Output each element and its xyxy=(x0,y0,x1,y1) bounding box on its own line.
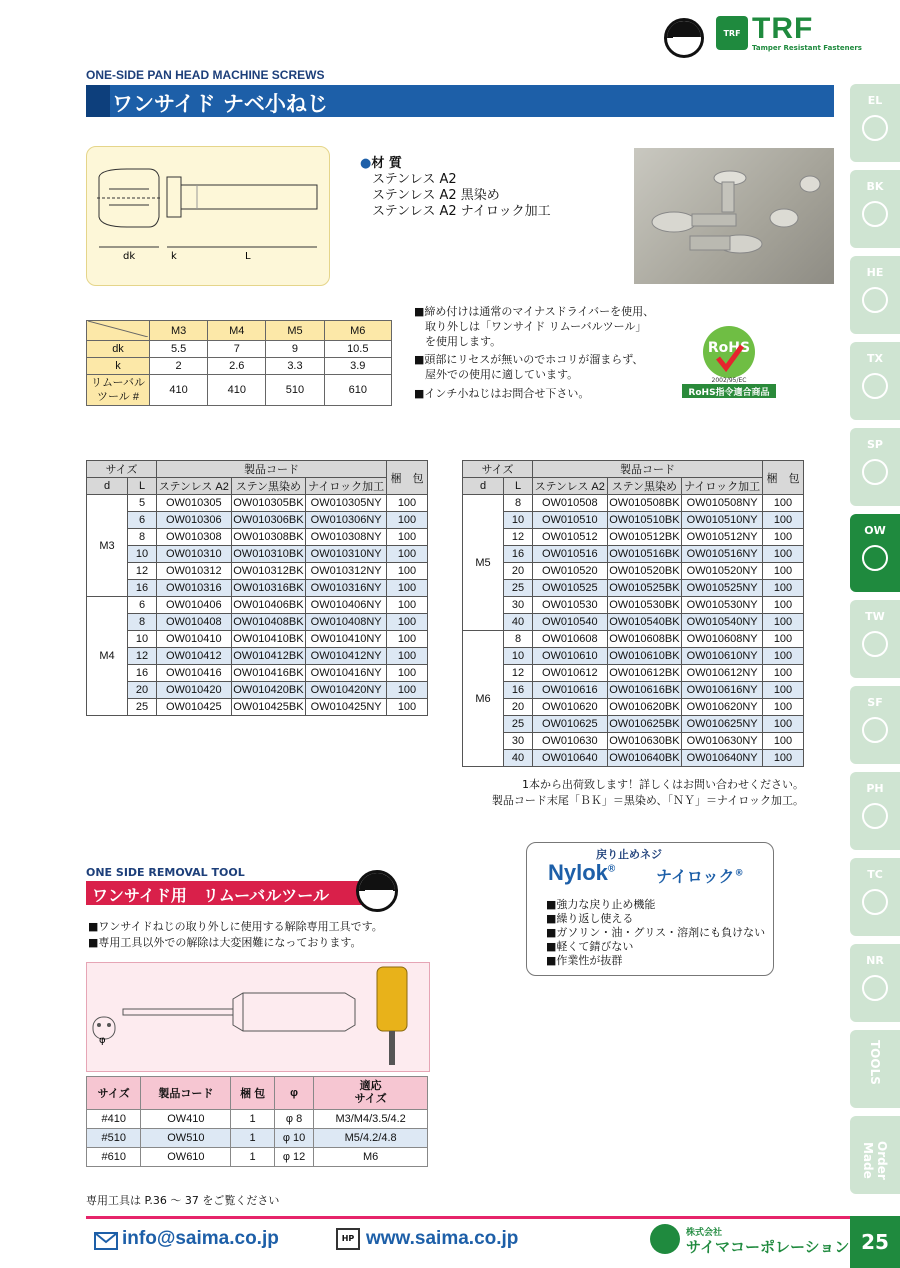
svg-text:RoHS指令適合商品: RoHS指令適合商品 xyxy=(688,388,770,398)
mail-icon xyxy=(94,1232,118,1254)
email-link[interactable]: info@saima.co.jp xyxy=(122,1228,279,1249)
header-size: サイズ xyxy=(463,461,533,478)
side-tab-he[interactable]: HE xyxy=(850,256,900,334)
product-table-m5-m6: サイズ 製品コード 梱 包 d L ステンレス A2 ステン黒染め ナイロック加工 M5 8 OW010508 OW010508BK OW010508NY 100 10 OW010510 OW010510BK OW010510NY 100 12 OW010512 OW010512BK OW010512NY 100 16 OW010516 OW010516BK OW010516NY 100 20 OW010520 OW010520BK OW010520NY 100 25 OW010525 OW010525BK OW010525NY 100 30 OW010530 OW010530BK OW010530NY 100 40 OW010540 OW010540BK OW010540NY 100 M6 8 OW010608 OW010608BK OW010608NY 100 10 OW010610 OW010610BK OW010610NY 100 12 OW010612 OW010612BK OW010612NY 100 16 OW010616 OW010616BK OW010616NY 100 20 OW010620 OW010620BK OW010620NY 100 25 OW010625 OW010625BK OW010625NY 100 30 OW010630 OW010630BK OW010630NY 100 40 OW010640 OW010640BK OW010640NY 100 xyxy=(462,460,804,767)
drawing-label-k: k xyxy=(171,251,177,262)
nylok-feature: ■ガソリン・油・グリス・溶剤にも負けない xyxy=(546,926,766,939)
svg-text:RoHS: RoHS xyxy=(707,340,751,356)
company-name: サイマコーポレーション xyxy=(686,1238,850,1256)
tool-page-reference: 専用工具は P.36 ～ 37 をご覧ください xyxy=(86,1194,280,1207)
side-tab-el[interactable]: EL xyxy=(850,84,900,162)
one-side-logo-icon xyxy=(664,18,704,58)
removal-tool-drawing xyxy=(86,962,430,1072)
dimension-table: M3 M4 M5 M6 dk 5.5 7 9 10.5 k 2 2.6 3.3 3.9 リムーバル ツール # 410 410 510 610 xyxy=(86,320,392,406)
removal-tool-title-en: ONE SIDE REMOVAL TOOL xyxy=(86,866,245,879)
page-number: 25 xyxy=(850,1216,900,1268)
header-pack: 梱 包 xyxy=(763,461,804,495)
note-tightening: ■締め付けは通常のマイナスドライバーを使用、 取り外しは「ワンサイド リムーバルツール」 を使用します。 xyxy=(414,305,655,348)
table-row: 20 OW010620 OW010620BK OW010620NY 100 xyxy=(463,699,804,716)
table-row: M4 6 OW010406 OW010406BK OW010406NY 100 xyxy=(87,597,428,614)
material-item: ステンレス A2 黒染め xyxy=(372,188,500,203)
table-row: 10 OW010610 OW010610BK OW010610NY 100 xyxy=(463,648,804,665)
drawing-label-L: L xyxy=(245,251,251,262)
product-table-m3-m4: サイズ 製品コード 梱 包 d L ステンレス A2 ステン黒染め ナイロック加工 M3 5 OW010305 OW010305BK OW010305NY 100 6 OW010306 OW010306BK OW010306NY 100 8 OW010308 OW010308BK OW010308NY 100 10 OW010310 OW010310BK OW010310NY 100 12 OW010312 OW010312BK OW010312NY 100 16 OW010316 OW010316BK OW010316NY 100 M4 6 OW010406 OW010406BK OW010406NY 100 8 OW010408 OW010408BK OW010408NY 100 10 OW010410 OW010410BK OW010410NY 100 12 OW010412 OW010412BK OW010412NY 100 16 OW010416 OW010416BK OW010416NY 100 20 OW010420 OW010420BK OW010420NY 100 25 OW010425 OW010425BK OW010425NY 100 xyxy=(86,460,428,716)
material-item: ステンレス A2 ナイロック加工 xyxy=(372,204,551,219)
company-type: 株式会社 xyxy=(686,1228,723,1238)
side-tab-sf[interactable]: SF xyxy=(850,686,900,764)
table-row: 20 OW010520 OW010520BK OW010520NY 100 xyxy=(463,563,804,580)
footnote-shipping: 1本から出荷致します！詳しくはお問い合わせください。 xyxy=(522,778,804,791)
svg-text:2002/95/EC: 2002/95/EC xyxy=(711,377,747,384)
dims-corner xyxy=(87,321,150,341)
website-link[interactable]: www.saima.co.jp xyxy=(366,1228,519,1249)
side-tab-icon xyxy=(862,803,888,829)
table-row: M6 8 OW010608 OW010608BK OW010608NY 100 xyxy=(463,631,804,648)
side-tab-icon xyxy=(862,545,888,571)
side-tab-tc[interactable]: TC xyxy=(850,858,900,936)
section-title-en: ONE-SIDE PAN HEAD MACHINE SCREWS xyxy=(86,68,325,82)
side-tab-icon xyxy=(862,889,888,915)
side-tab-icon xyxy=(862,975,888,1001)
table-row: 6 OW010306 OW010306BK OW010306NY 100 xyxy=(87,512,428,529)
side-tab-icon xyxy=(862,459,888,485)
company-logo-icon xyxy=(650,1224,680,1254)
removal-tool-note: ■ワンサイドねじの取り外しに使用する解除専用工具です。 xyxy=(88,920,383,933)
website-icon: HP xyxy=(336,1228,360,1250)
table-row: 30 OW010630 OW010630BK OW010630NY 100 xyxy=(463,733,804,750)
product-photo xyxy=(634,148,834,284)
note-outdoor: ■頭部にリセスが無いのでホコリが溜まらず、 屋外での使用に適しています。 xyxy=(414,353,644,381)
drawing-label-dk: dk xyxy=(123,251,136,262)
header-code: 製品コード xyxy=(533,461,763,478)
nylok-brand: Nylok® xyxy=(548,860,616,885)
nylok-feature: ■強力な戻り止め機能 xyxy=(546,898,656,911)
trf-badge-icon: TRF xyxy=(716,16,748,50)
header-pack: 梱 包 xyxy=(387,461,428,495)
nylok-feature: ■軽くて錆びない xyxy=(546,940,634,953)
table-row: M3 5 OW010305 OW010305BK OW010305NY 100 xyxy=(87,495,428,512)
nylok-feature: ■繰り返し使える xyxy=(546,912,634,925)
side-tab-icon xyxy=(862,201,888,227)
material-item: ステンレス A2 xyxy=(372,172,457,187)
footer-divider xyxy=(86,1216,850,1219)
side-tab-ow[interactable]: OW xyxy=(850,514,900,592)
table-row: 25 OW010425 OW010425BK OW010425NY 100 xyxy=(87,699,428,716)
header-code: 製品コード xyxy=(157,461,387,478)
side-tab-tools[interactable]: TOOLS xyxy=(850,1030,900,1108)
table-row: 16 OW010616 OW010616BK OW010616NY 100 xyxy=(463,682,804,699)
one-side-logo-icon xyxy=(356,870,398,912)
section-title-jp: ワンサイド ナベ小ねじ xyxy=(112,92,328,116)
table-row: 16 OW010516 OW010516BK OW010516NY 100 xyxy=(463,546,804,563)
table-row: 16 OW010416 OW010416BK OW010416NY 100 xyxy=(87,665,428,682)
side-tab-order-made[interactable]: Order Made xyxy=(850,1116,900,1194)
side-tab-icon xyxy=(862,717,888,743)
removal-tool-note: ■専用工具以外での解除は大変困難になっております。 xyxy=(88,936,362,949)
side-tab-ph[interactable]: PH xyxy=(850,772,900,850)
table-row: 25 OW010525 OW010525BK OW010525NY 100 xyxy=(463,580,804,597)
table-row: 40 OW010640 OW010640BK OW010640NY 100 xyxy=(463,750,804,767)
svg-text:φ: φ xyxy=(99,1035,106,1046)
side-tab-nr[interactable]: NR xyxy=(850,944,900,1022)
table-row: 12 OW010512 OW010512BK OW010512NY 100 xyxy=(463,529,804,546)
brand-name: TRF xyxy=(752,12,814,45)
rohs-badge-icon xyxy=(680,318,778,398)
nylok-jp: ナイロック® xyxy=(656,867,744,886)
table-row: 25 OW010625 OW010625BK OW010625NY 100 xyxy=(463,716,804,733)
table-row: 8 OW010308 OW010308BK OW010308NY 100 xyxy=(87,529,428,546)
table-row: M5 8 OW010508 OW010508BK OW010508NY 100 xyxy=(463,495,804,512)
side-tab-bk[interactable]: BK xyxy=(850,170,900,248)
table-row: 30 OW010530 OW010530BK OW010530NY 100 xyxy=(463,597,804,614)
side-tab-icon xyxy=(862,631,888,657)
nylok-feature: ■作業性が抜群 xyxy=(546,954,623,967)
brand-tagline: Tamper Resistant Fasteners xyxy=(752,44,862,52)
table-row: 12 OW010312 OW010312BK OW010312NY 100 xyxy=(87,563,428,580)
table-row: 40 OW010540 OW010540BK OW010540NY 100 xyxy=(463,614,804,631)
materials-title: ●材 質 xyxy=(360,156,402,171)
side-tab-icon xyxy=(862,373,888,399)
note-inch: ■インチ小ねじはお問合せ下さい。 xyxy=(414,387,590,400)
table-row: 16 OW010316 OW010316BK OW010316NY 100 xyxy=(87,580,428,597)
table-row: 8 OW010408 OW010408BK OW010408NY 100 xyxy=(87,614,428,631)
table-row: 10 OW010410 OW010410BK OW010410NY 100 xyxy=(87,631,428,648)
side-tab-icon xyxy=(862,115,888,141)
nylok-subtitle: 戻り止めネジ xyxy=(596,848,662,861)
side-tab-tx[interactable]: TX xyxy=(850,342,900,420)
table-row: 10 OW010310 OW010310BK OW010310NY 100 xyxy=(87,546,428,563)
header-size: サイズ xyxy=(87,461,157,478)
removal-tool-title-jp: ワンサイド用 リムーバルツール xyxy=(92,886,329,905)
removal-tool-table: サイズ 製品コード 梱 包 φ 適応 サイズ #410 OW410 1 φ 8 M3/M4/3.5/4.2 #510 OW510 1 φ 10 M5/4.2/4.8 #610 OW610 1 φ 12 M6 xyxy=(86,1076,428,1167)
screw-drawing xyxy=(86,146,330,286)
side-tab-sp[interactable]: SP xyxy=(850,428,900,506)
table-row: 12 OW010612 OW010612BK OW010612NY 100 xyxy=(463,665,804,682)
side-tab-tw[interactable]: TW xyxy=(850,600,900,678)
side-tab-icon xyxy=(862,287,888,313)
table-row: 10 OW010510 OW010510BK OW010510NY 100 xyxy=(463,512,804,529)
footnote-code-suffix: 製品コード末尾「ＢＫ」＝黒染め、「ＮＹ」＝ナイロック加工。 xyxy=(491,794,804,807)
table-row: 12 OW010412 OW010412BK OW010412NY 100 xyxy=(87,648,428,665)
table-row: 20 OW010420 OW010420BK OW010420NY 100 xyxy=(87,682,428,699)
